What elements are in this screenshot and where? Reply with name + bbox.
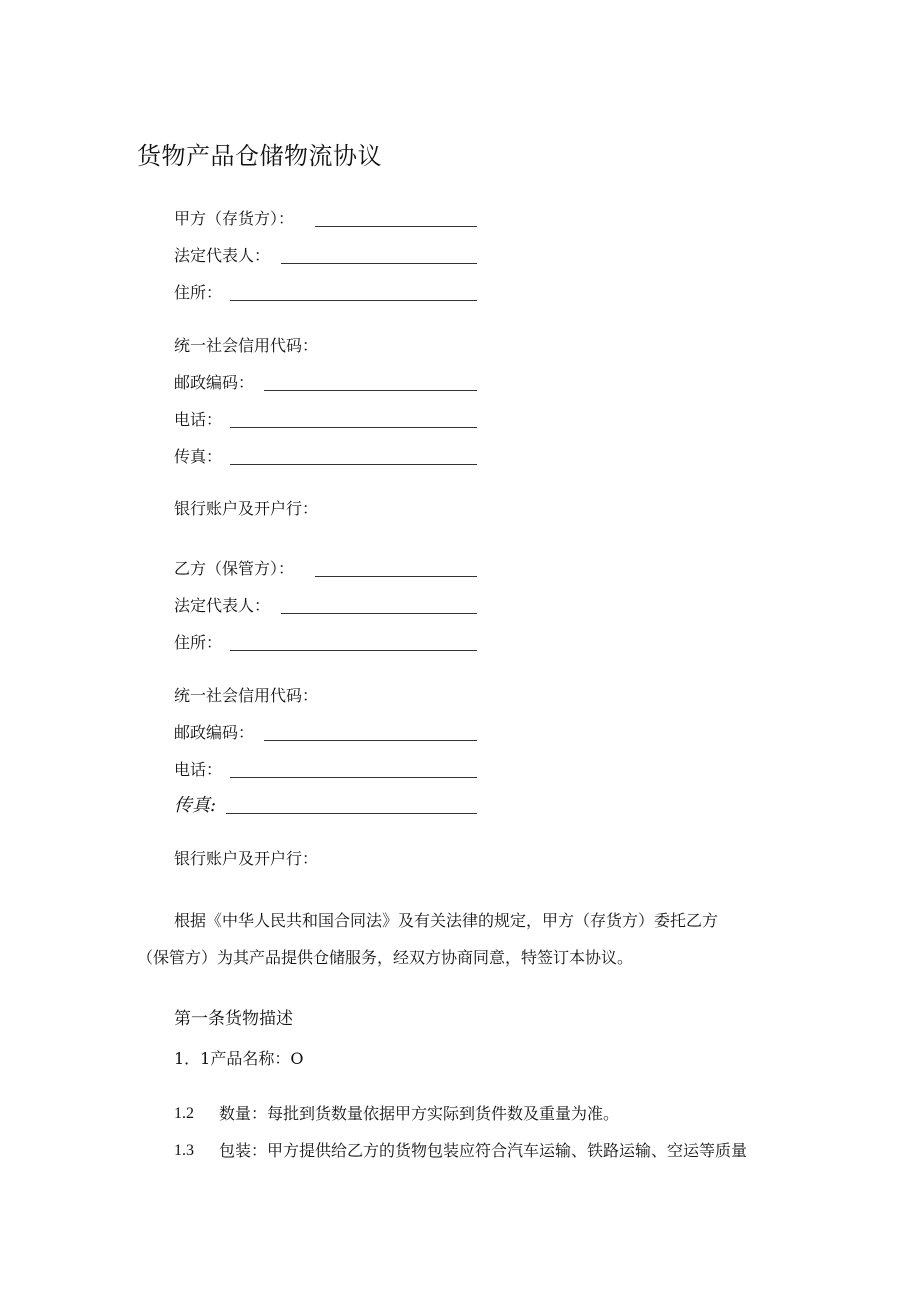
party-a-fax-label: 传真： <box>174 447 223 466</box>
party-b-credit-code-label: 统一社会信用代码： <box>174 686 319 705</box>
party-a-rep-label: 法定代表人： <box>174 246 271 265</box>
party-a-address-blank[interactable] <box>230 300 477 301</box>
party-b-rep-label: 法定代表人： <box>174 596 271 615</box>
party-a-rep-blank[interactable] <box>281 263 477 264</box>
party-b-fax-label: 传真: <box>174 795 217 816</box>
party-b-name-label: 乙方（保管方）： <box>174 559 295 578</box>
article-1-heading: 第一条货物描述 <box>174 1009 293 1029</box>
party-b-address-blank[interactable] <box>230 650 477 651</box>
party-a-name-label: 甲方（存货方）： <box>174 209 295 228</box>
clause-1-2-text: 数量：每批到货数量依据甲方实际到货件数及重量为准。 <box>219 1104 620 1123</box>
party-b-rep-blank[interactable] <box>281 613 477 614</box>
party-a-fax-blank[interactable] <box>230 464 477 465</box>
party-a-phone-label: 电话： <box>174 410 223 429</box>
party-b-postal-blank[interactable] <box>264 740 477 741</box>
party-b-fax-blank[interactable] <box>226 813 477 814</box>
party-b-postal-label: 邮政编码： <box>174 723 255 742</box>
document-title: 货物产品仓储物流协议 <box>137 142 382 170</box>
party-b-address-label: 住所： <box>174 633 223 652</box>
intro-line-1: 根据《中华人民共和国合同法》及有关法律的规定，甲方（存货方）委托乙方 <box>174 911 719 930</box>
party-b-phone-blank[interactable] <box>230 777 477 778</box>
party-a-postal-blank[interactable] <box>264 390 477 391</box>
clause-1-3-number: 1.3 <box>174 1142 194 1159</box>
party-a-credit-code-label: 统一社会信用代码： <box>174 336 319 355</box>
party-a-postal-label: 邮政编码： <box>174 373 255 392</box>
party-a-bank-label: 银行账户及开户行： <box>174 499 319 518</box>
party-a-phone-blank[interactable] <box>230 427 477 428</box>
party-b-phone-label: 电话： <box>174 760 223 779</box>
intro-line-2: （保管方）为其产品提供仓储服务，经双方协商同意，特签订本协议。 <box>137 948 634 967</box>
party-b-name-blank[interactable] <box>315 576 477 577</box>
clause-1-1: 1．1产品名称：O <box>174 1049 304 1068</box>
party-a-address-label: 住所： <box>174 283 223 302</box>
party-a-name-blank[interactable] <box>315 226 477 227</box>
clause-1-2-number: 1.2 <box>174 1105 194 1122</box>
party-b-bank-label: 银行账户及开户行： <box>174 849 319 868</box>
clause-1-3-text: 包装：甲方提供给乙方的货物包装应符合汽车运输、铁路运输、空运等质量 <box>219 1141 748 1160</box>
